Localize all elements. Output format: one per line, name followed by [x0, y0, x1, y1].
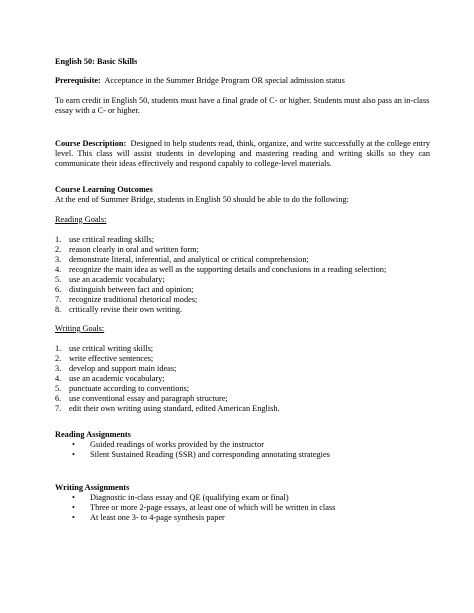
- item-number: 8.: [55, 305, 62, 314]
- list-item: [55, 493, 430, 503]
- reading-goals-heading: Reading Goals:: [55, 215, 107, 224]
- bullet-icon: •: [72, 450, 75, 459]
- list-item: [55, 245, 430, 255]
- bullet-icon: •: [72, 493, 75, 502]
- item-text: use an academic vocabulary;: [69, 275, 165, 284]
- list-item: [55, 450, 430, 460]
- list-item: [55, 305, 430, 315]
- reading-assignments-heading: Reading Assignments: [55, 430, 131, 439]
- list-item: [55, 513, 430, 523]
- reading-assignments-list: [55, 440, 430, 460]
- list-item: [55, 255, 430, 265]
- item-number: 2.: [55, 354, 62, 363]
- item-number: 6.: [55, 285, 62, 294]
- item-text: recognize the main idea as well as the supporting details and conclusions in a reading selection;: [69, 265, 387, 274]
- list-item: [55, 374, 430, 384]
- list-item: [55, 265, 430, 275]
- item-text: use conventional essay and paragraph structure;: [69, 394, 228, 403]
- item-number: 3.: [55, 255, 62, 264]
- list-item: [55, 440, 430, 450]
- item-number: 4.: [55, 374, 62, 383]
- item-text: Silent Sustained Reading (SSR) and corresponding annotating strategies: [90, 450, 330, 459]
- list-item: [55, 404, 430, 414]
- prerequisite-label: Prerequisite:: [55, 76, 101, 85]
- writing-assignments-heading: Writing Assignments: [55, 483, 130, 492]
- prerequisite-line: [55, 76, 430, 86]
- list-item: [55, 503, 430, 513]
- list-item: [55, 354, 430, 364]
- item-number: 5.: [55, 384, 62, 393]
- item-text: develop and support main ideas;: [69, 364, 177, 373]
- item-text: reason clearly in oral and written form;: [69, 245, 199, 254]
- bullet-icon: •: [72, 503, 75, 512]
- writing-assignments-list: [55, 493, 430, 523]
- writing-goals-list: [55, 344, 430, 414]
- bullet-icon: •: [72, 440, 75, 449]
- list-item: [55, 394, 430, 404]
- learning-outcomes-heading: Course Learning Outcomes: [55, 185, 153, 194]
- item-text: distinguish between fact and opinion;: [69, 285, 194, 294]
- list-item: [55, 344, 430, 354]
- list-item: [55, 285, 430, 295]
- item-text: use critical reading skills;: [69, 235, 155, 244]
- item-number: 2.: [55, 245, 62, 254]
- course-description-text: Designed to help students read, think, organize, and write successfully at the college entry level. This class will assist students in developing and mastering reading and writing skills so they can communicate their ideas effectively and respond capably to college-level materials.: [55, 139, 430, 168]
- item-text: use an academic vocabulary;: [69, 374, 165, 383]
- prerequisite-text: Acceptance in the Summer Bridge Program OR special admission status: [104, 76, 345, 85]
- item-text: Diagnostic in-class essay and QE (qualifying exam or final): [90, 493, 289, 502]
- item-text: use critical writing skills;: [69, 344, 154, 353]
- item-number: 1.: [55, 235, 62, 244]
- course-description: [55, 139, 430, 169]
- item-text: At least one 3- to 4-page synthesis paper: [90, 513, 225, 522]
- list-item: [55, 275, 430, 285]
- item-number: 6.: [55, 394, 62, 403]
- writing-goals-heading: Writing Goals:: [55, 324, 105, 333]
- list-item: [55, 384, 430, 394]
- item-number: 1.: [55, 344, 62, 353]
- item-text: Guided readings of works provided by the instructor: [90, 440, 264, 449]
- document-title: English 50: Basic Skills: [55, 57, 138, 66]
- item-number: 7.: [55, 404, 62, 413]
- item-number: 7.: [55, 295, 62, 304]
- item-number: 5.: [55, 275, 62, 284]
- learning-outcomes-intro: At the end of Summer Bridge, students in English 50 should be able to do the following:: [55, 195, 349, 204]
- item-number: 3.: [55, 364, 62, 373]
- item-text: demonstrate literal, inferential, and analytical or critical comprehension;: [69, 255, 309, 264]
- item-text: edit their own writing using standard, edited American English.: [69, 404, 280, 413]
- item-text: recognize traditional rhetorical modes;: [69, 295, 198, 304]
- reading-goals-list: [55, 235, 430, 315]
- course-description-label: Course Description:: [55, 139, 127, 148]
- item-text: punctuate according to conventions;: [69, 384, 190, 393]
- list-item: [55, 364, 430, 374]
- bullet-icon: •: [72, 513, 75, 522]
- list-item: [55, 295, 430, 305]
- item-text: critically revise their own writing.: [69, 305, 183, 314]
- item-number: 4.: [55, 265, 62, 274]
- credit-note: To earn credit in English 50, students must have a final grade of C- or higher. Students must also pass an in-class essay with a C- or higher.: [55, 96, 430, 115]
- item-text: Three or more 2-page essays, at least one of which will be written in class: [90, 503, 336, 512]
- item-text: write effective sentences;: [69, 354, 154, 363]
- list-item: [55, 235, 430, 245]
